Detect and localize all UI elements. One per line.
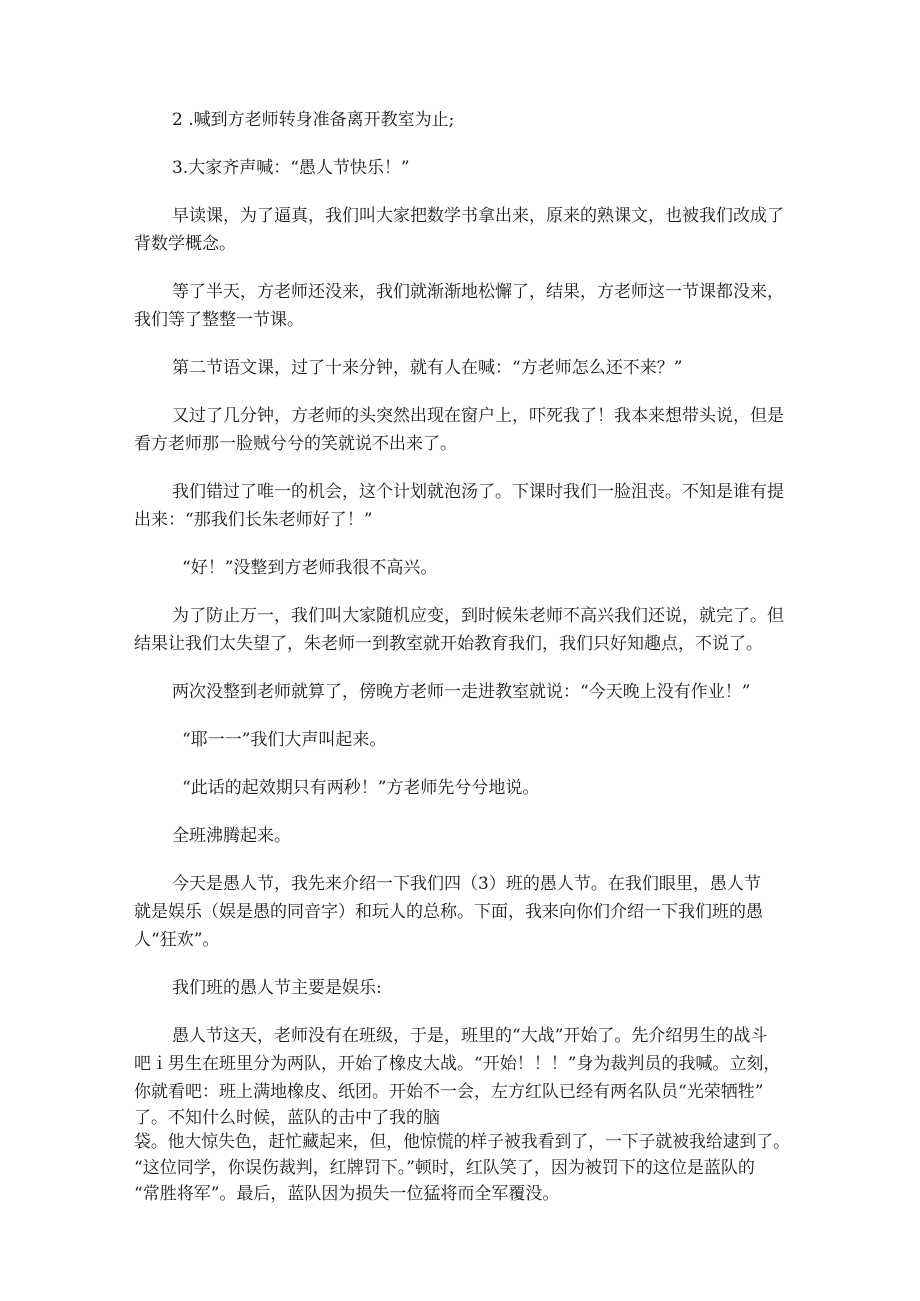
paragraph-line: 两次没整到老师就算了，傍晚方老师一走进教室就说：“今天晚上没有作业！”: [172, 682, 751, 702]
paragraph-line: 袋。他大惊失色，赶忙藏起来，但，他惊慌的样子被我看到了，一下子就被我给逮到了。: [134, 1132, 790, 1152]
paragraph-line: 第二节语文课，过了十来分钟，就有人在喊：“方老师怎么还不来？”: [172, 358, 683, 378]
paragraph-line: 了。不知什么时候，蓝队的击中了我的脑: [134, 1108, 440, 1128]
paragraph-line: “常胜将军”。最后，蓝队因为损失一位猛将而全军覆没。: [134, 1184, 560, 1204]
paragraph-line: 看方老师那一脸贼兮兮的笑就说不出来了。: [134, 434, 457, 454]
paragraph-line: 人“狂欢”。: [134, 930, 220, 950]
paragraph-line: 早读课，为了逼真，我们叫大家把数学书拿出来，原来的熟课文，也被我们改成了: [172, 206, 784, 226]
paragraph-line: “这位同学，你误伤裁判，红牌罚下。”顿时，红队笑了，因为被罚下的这位是蓝队的: [134, 1158, 755, 1178]
paragraph-line: 你就看吧：班上满地橡皮、纸团。开始不一会，左方红队已经有两名队员“光荣牺牲”: [134, 1082, 764, 1102]
paragraph-line: 愚人节这天，老师没有在班级，于是，班里的“大战”开始了。先介绍男生的战斗: [172, 1026, 768, 1046]
paragraph-line: 结果让我们太失望了，朱老师一到教室就开始教育我们，我们只好知趣点，不说了。: [134, 634, 763, 654]
paragraph-line: 就是娱乐（娱是愚的同音字）和玩人的总称。下面，我来向你们介绍一下我们班的愚: [134, 902, 763, 922]
paragraph-line: 今天是愚人节，我先来介绍一下我们四（3）班的愚人节。在我们眼里，愚人节: [172, 874, 761, 894]
paragraph-line: 吧ｉ男生在班里分为两队，开始了橡皮大战。“开始！！！”身为裁判员的我喊。立刻，: [134, 1054, 781, 1074]
paragraph-line: 全班沸腾起来。: [172, 826, 291, 846]
list-item-3: 3.大家齐声喊：“愚人节快乐！”: [172, 158, 410, 178]
paragraph-line: 出来：“那我们长朱老师好了！”: [134, 510, 373, 530]
paragraph-line: “耶一一”我们大声叫起来。: [182, 730, 387, 750]
paragraph-line: 等了半天，方老师还没来，我们就渐渐地松懈了，结果，方老师这一节课都没来，: [172, 282, 784, 302]
paragraph-line: 我们等了整整一节课。: [134, 310, 304, 330]
paragraph-line: 为了防止万一，我们叫大家随机应变，到时候朱老师不高兴我们还说，就完了。但: [172, 606, 784, 626]
paragraph-line: 又过了几分钟，方老师的头突然出现在窗户上，吓死我了！我本来想带头说，但是: [172, 406, 784, 426]
paragraph-line: “好！”没整到方老师我很不高兴。: [182, 558, 438, 578]
paragraph-line: 背数学概念。: [134, 234, 236, 254]
paragraph-line: 我们班的愚人节主要是娱乐:: [172, 978, 382, 998]
paragraph-line: “此话的起效期只有两秒！”方老师先兮兮地说。: [182, 778, 540, 798]
list-item-2: 2 .喊到方老师转身准备离开教室为止;: [172, 110, 455, 130]
paragraph-line: 我们错过了唯一的机会，这个计划就泡汤了。下课时我们一脸沮丧。不知是谁有提: [172, 482, 784, 502]
